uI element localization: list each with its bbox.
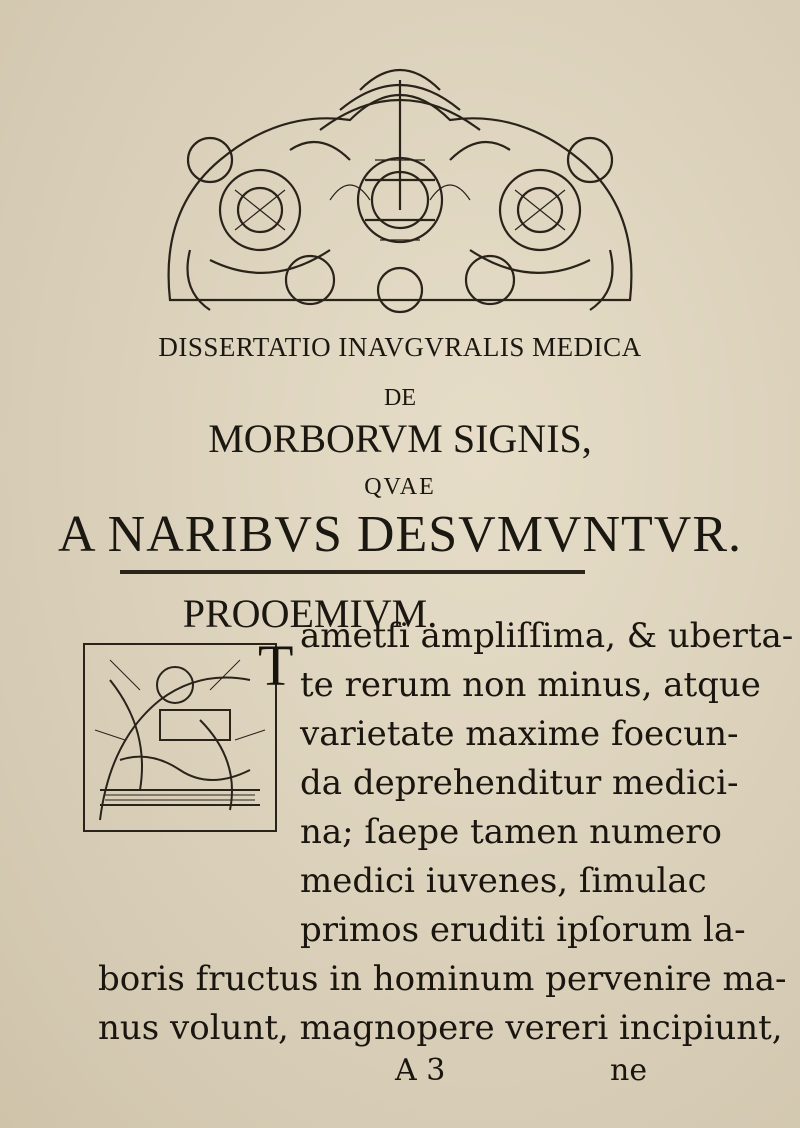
ornamental-headpiece xyxy=(150,50,650,325)
text-line-4: da deprehenditur medici- xyxy=(300,763,739,803)
section-heading: PROOEMIVM. xyxy=(182,591,438,636)
text-line-1: ametſi ampliſſima, & uberta- xyxy=(300,616,794,656)
title-rule xyxy=(120,570,585,574)
text-line-5: na; ſaepe tamen numero xyxy=(300,812,722,852)
title-line-5: A NARIBVS DESVMVNTVR. xyxy=(57,506,743,563)
title-line-3: MORBORVM SIGNIS, xyxy=(208,416,592,461)
text-line-9: nus volunt, magnopere vereri incipiunt, xyxy=(98,1008,783,1048)
text-line-6: medici iuvenes, ſimulac xyxy=(300,861,707,901)
decorated-initial-ornament xyxy=(80,640,280,835)
text-line-2: te rerum non minus, atque xyxy=(300,665,761,705)
text-line-3: varietate maxime foecun- xyxy=(300,714,739,754)
signature-mark: A 3 xyxy=(395,1053,446,1088)
catchword: ne xyxy=(610,1053,648,1088)
drop-cap-letter: T xyxy=(258,633,294,698)
title-line-4: QVAE xyxy=(364,474,436,500)
text-line-8: boris fructus in hominum pervenire ma- xyxy=(98,959,787,999)
text-line-7: primos eruditi ipſorum la- xyxy=(300,910,746,950)
title-line-1: DISSERTATIO INAVGVRALIS MEDICA xyxy=(158,332,642,362)
title-line-2: DE xyxy=(384,385,416,411)
